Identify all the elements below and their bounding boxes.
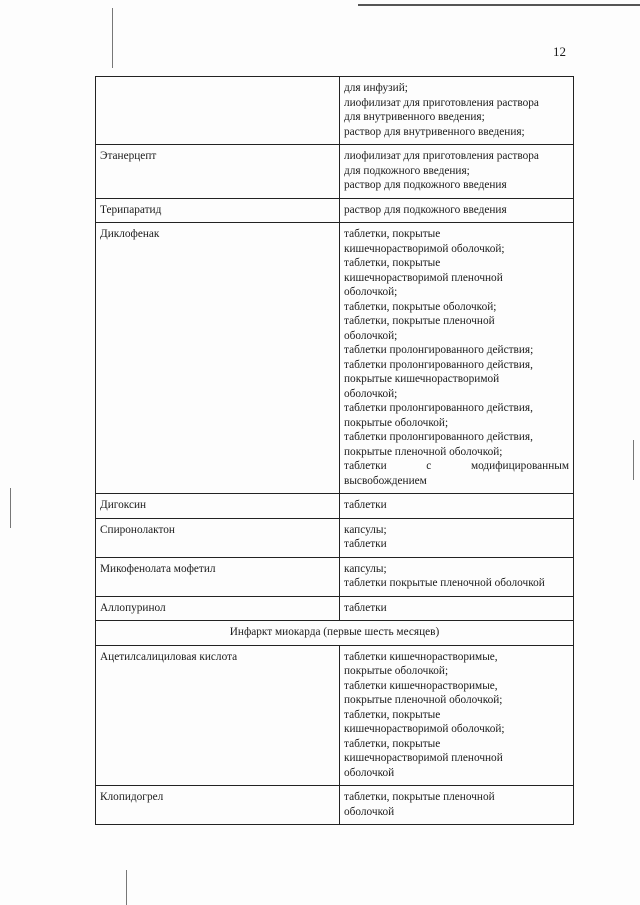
dosage-form-line: оболочкой;	[344, 387, 398, 400]
table-row	[96, 518, 574, 557]
scan-mark	[112, 8, 113, 68]
dosage-form-line: таблетки	[344, 601, 387, 614]
dosage-form-line: таблетки	[344, 538, 387, 550]
dosage-form-line: таблетки кишечнорастворимые,	[344, 650, 498, 663]
dosage-form-line: лиофилизат для приготовления раствора	[344, 96, 539, 109]
dosage-form-line: оболочкой	[344, 766, 395, 779]
dosage-form-line: таблетки пролонгированного действия,	[344, 402, 533, 414]
dosage-form-line: таблетки, покрытые	[344, 737, 441, 750]
section-heading: Инфаркт миокарда (первые шесть месяцев)	[96, 621, 574, 646]
dosage-form-line: таблетки кишечнорастворимые,	[344, 679, 498, 692]
drug-name: Клопидогрел	[96, 786, 340, 825]
section-row	[96, 621, 574, 646]
dosage-form-line: покрытые пленочной оболочкой;	[344, 445, 503, 458]
dosage-form-line: раствор для внутривенного введения;	[344, 125, 525, 138]
dosage-forms	[340, 786, 574, 825]
dosage-form-line: высвобождением	[344, 474, 427, 487]
dosage-form-line: таблетки, покрытые	[344, 257, 441, 269]
drug-name	[96, 77, 340, 145]
dosage-form-line: капсулы;	[344, 562, 387, 575]
dosage-forms	[340, 494, 574, 519]
dosage-forms	[340, 223, 574, 494]
drug-table-body	[96, 77, 574, 825]
drug-name: Дигоксин	[96, 494, 340, 519]
dosage-form-line: для инфузий;	[344, 82, 408, 94]
table-row	[96, 494, 574, 519]
dosage-form-line: оболочкой	[344, 805, 395, 818]
dosage-forms	[340, 145, 574, 199]
dosage-form-line: лиофилизат для приготовления раствора	[344, 150, 539, 162]
dosage-form-line: оболочкой;	[344, 286, 398, 298]
dosage-forms	[340, 77, 574, 145]
drug-name: Спиронолактон	[96, 518, 340, 557]
dosage-form-line: покрытые кишечнорастворимой	[344, 373, 500, 385]
top-rule	[358, 4, 640, 6]
scan-mark	[633, 440, 634, 480]
drug-name: Диклофенак	[96, 223, 340, 494]
dosage-forms	[340, 645, 574, 786]
dosage-form-line: кишечнорастворимой пленочной	[344, 752, 503, 764]
scan-mark	[126, 870, 127, 905]
table-row	[96, 77, 574, 145]
table-row	[96, 557, 574, 596]
dosage-form-line: кишечнорастворимой пленочной	[344, 271, 503, 284]
dosage-form-line: таблетки, покрытые	[344, 708, 441, 721]
table-row	[96, 596, 574, 621]
dosage-form-line: раствор для подкожного введения	[344, 179, 507, 191]
dosage-form-line: таблетки, покрытые	[344, 228, 441, 240]
dosage-form-line: таблетки покрытые пленочной оболочкой	[344, 577, 545, 589]
dosage-forms	[340, 518, 574, 557]
dosage-form-line: таблетки	[344, 499, 387, 511]
dosage-form-line: покрытые оболочкой;	[344, 665, 449, 677]
dosage-form-line: капсулы;	[344, 523, 387, 536]
dosage-form-line: таблетки с модифицированным	[344, 460, 569, 472]
dosage-forms	[340, 596, 574, 621]
drug-name: Этанерцепт	[96, 145, 340, 199]
drug-name: Микофенолата мофетил	[96, 557, 340, 596]
table-row	[96, 645, 574, 786]
drug-name: Терипаратид	[96, 198, 340, 223]
dosage-form-line: таблетки пролонгированного действия,	[344, 358, 533, 371]
dosage-forms	[340, 198, 574, 223]
dosage-form-line: покрытые оболочкой;	[344, 416, 449, 429]
dosage-form-line: таблетки пролонгированного действия,	[344, 431, 533, 443]
dosage-form-line: таблетки, покрытые пленочной	[344, 791, 495, 803]
table-row	[96, 786, 574, 825]
dosage-form-line: раствор для подкожного введения	[344, 203, 507, 216]
dosage-form-line: таблетки пролонгированного действия;	[344, 344, 534, 356]
scan-mark	[10, 488, 11, 528]
table-row	[96, 145, 574, 199]
page-number: 12	[553, 44, 566, 59]
dosage-form-line: покрытые пленочной оболочкой;	[344, 694, 503, 706]
drug-name: Аллопуринол	[96, 596, 340, 621]
dosage-form-line: кишечнорастворимой оболочкой;	[344, 242, 505, 255]
drug-name: Ацетилсалициловая кислота	[96, 645, 340, 786]
dosage-form-line: кишечнорастворимой оболочкой;	[344, 723, 505, 735]
dosage-form-line: оболочкой;	[344, 329, 398, 342]
dosage-form-line: таблетки, покрытые пленочной	[344, 315, 495, 327]
dosage-form-line: для подкожного введения;	[344, 164, 470, 177]
dosage-forms	[340, 557, 574, 596]
drug-table	[95, 76, 574, 825]
dosage-form-line: для внутривенного введения;	[344, 111, 485, 123]
table-row	[96, 198, 574, 223]
dosage-form-line: таблетки, покрытые оболочкой;	[344, 300, 497, 313]
table-row	[96, 223, 574, 494]
